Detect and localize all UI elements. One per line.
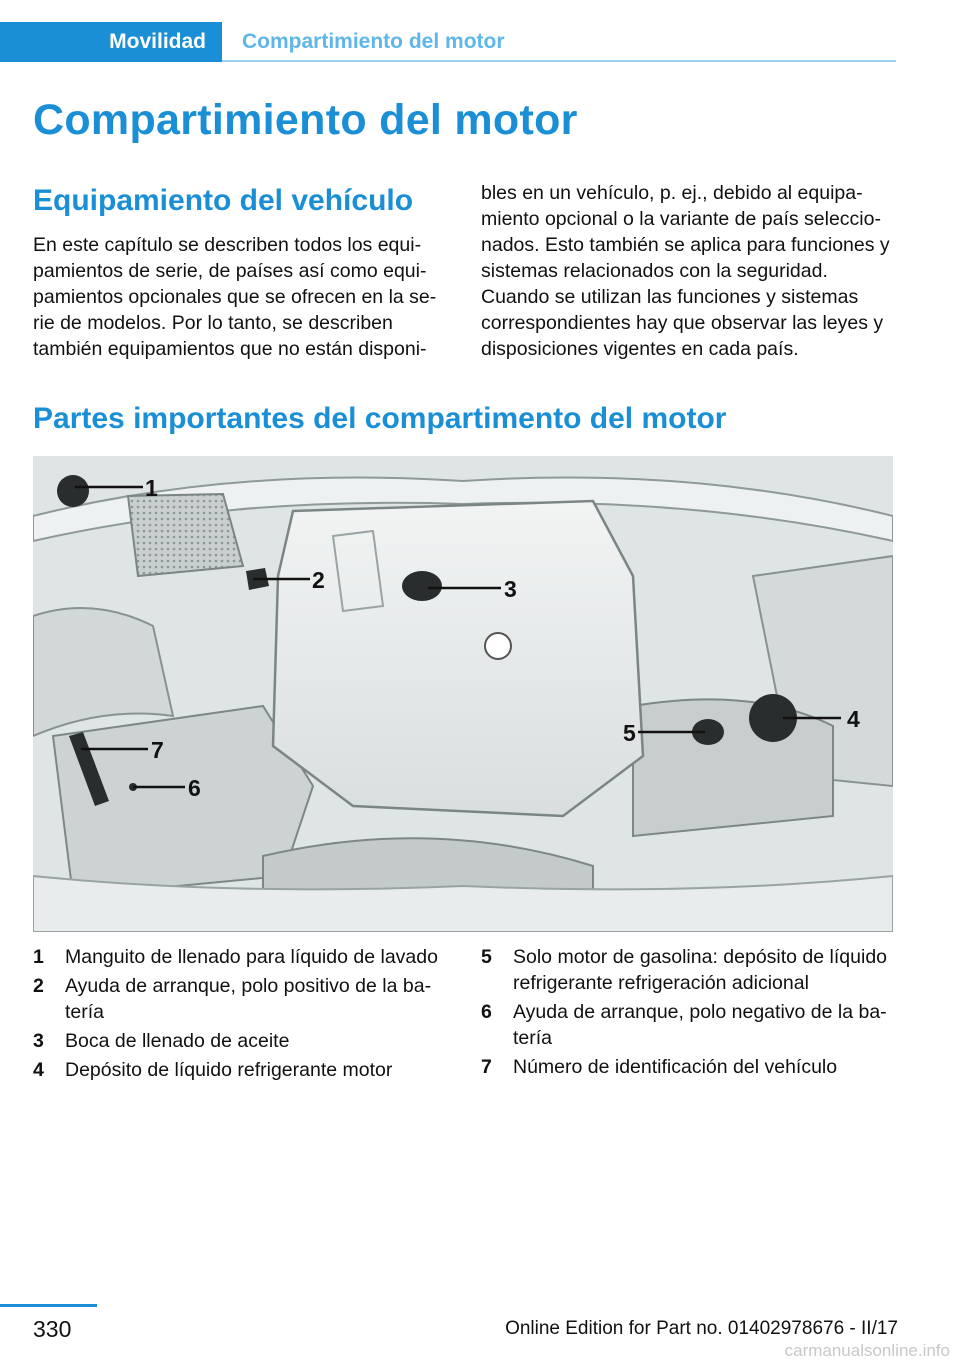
legend-right [481,944,901,1083]
callout-number-6: 6 [188,775,201,801]
watermark: carmanualsonline.info [784,1341,950,1360]
text-line: pamientos opcionales que se ofrecen en la se- [33,286,437,308]
text-line: también equipamientos que no están disponi- [33,338,427,360]
legend-text: Manguito de llenado para líquido de lavado [65,946,438,968]
legend-text: Número de identificación del vehículo [513,1056,838,1078]
text-line: Cuando se utilizan las funciones y sistemas [481,286,859,308]
callout-number-5: 5 [623,720,636,746]
text-line: sistemas relacionados con la seguridad. [481,260,828,282]
engine-bay-illustration [33,456,893,932]
legend-item [481,944,901,996]
text-line: pamientos de serie, de países así como equi- [33,260,427,282]
legend-number: 5 [481,946,492,968]
legend-left [33,944,453,1086]
washer-fluid-cap-icon [57,475,89,507]
edition-text: Online Edition for Part no. 01402978676 - II/17 [505,1318,898,1339]
page-title: Compartimiento del motor [33,96,578,144]
text-line: bles en un vehículo, p. ej., debido al equipa- [481,182,863,204]
callout-number-1: 1 [145,475,158,501]
section-heading-partes: Partes importantes del compartimento del motor [33,402,727,435]
legend-item [481,1054,901,1080]
text-line: rie de modelos. Por lo tanto, se describen [33,312,393,334]
tab-movilidad[interactable]: Movilidad [0,22,222,62]
legend-number: 3 [33,1030,44,1052]
header-tabs [0,22,896,62]
page-number: 330 [33,1316,72,1342]
legend-number: 4 [33,1059,44,1081]
legend-text: Ayuda de arranque, polo positivo de la ba- tería [65,975,432,1023]
legend-number: 1 [33,946,44,968]
legend-item [33,1028,453,1054]
legend-text: Boca de llenado de aceite [65,1030,290,1052]
text-line: disposiciones vigentes en cada país. [481,338,799,360]
legend-item [33,944,453,970]
legend-text: Ayuda de arranque, polo negativo de la ba- tería [513,1001,887,1049]
tab-compartimiento[interactable]: Compartimiento del motor [242,30,505,53]
oil-filler-cap-icon [402,571,442,601]
legend-item [33,1057,453,1083]
legend-number: 7 [481,1056,492,1078]
section-heading-equipamiento: Equipamiento del vehículo [33,184,414,217]
legend-item [33,973,453,1025]
text-line: En este capítulo se describen todos los equi- [33,234,422,256]
callout-number-4: 4 [847,706,860,732]
legend-number: 2 [33,975,44,997]
callout-number-3: 3 [504,576,517,602]
text-line: miento opcional o la variante de país seleccio- [481,208,881,230]
coolant-area [633,699,833,836]
footer-rule [0,1304,97,1307]
vent-grille [128,494,243,576]
legend-text: Depósito de líquido refrigerante motor [65,1059,393,1081]
legend-number: 6 [481,1001,492,1023]
body-text-left [33,232,448,362]
text-line: correspondientes hay que observar las leyes y [481,312,884,334]
engine-cover [273,501,643,816]
legend-item [481,999,901,1051]
body-text-right [481,180,901,362]
legend-text: Solo motor de gasolina: depósito de líquido refrigerante refrigeración adicional [513,946,888,994]
engine-bay-svg [33,456,893,932]
callout-number-7: 7 [151,737,164,763]
text-line: nados. Esto también se aplica para funciones y [481,234,890,256]
tab-underline [222,60,896,62]
callout-number-2: 2 [312,567,325,593]
bmw-logo-icon [485,633,511,659]
